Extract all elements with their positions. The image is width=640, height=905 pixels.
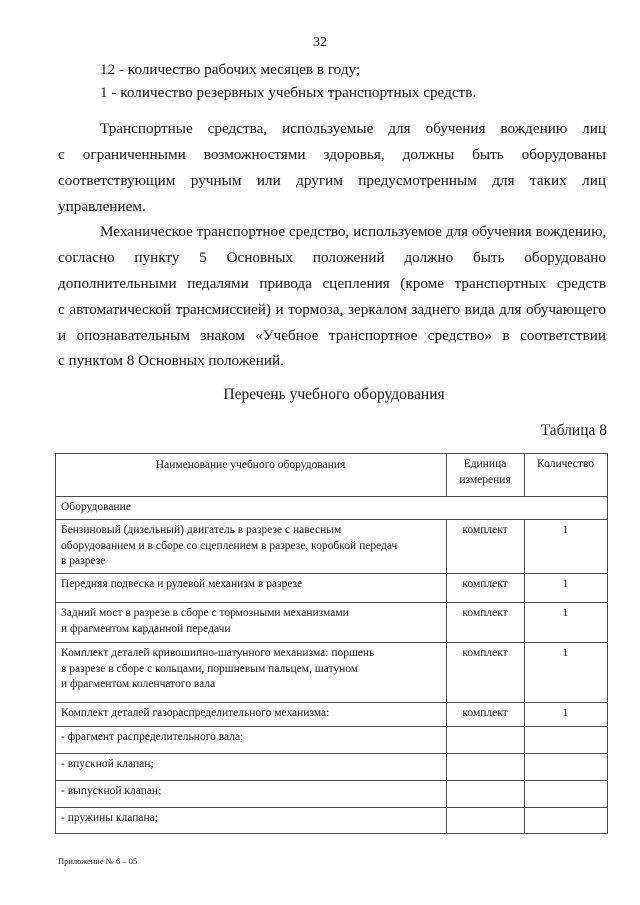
- intro-line-reserve: 1 - количество резервных учебных транспортных средств.: [100, 84, 477, 101]
- row-qty-cell: [525, 754, 608, 781]
- table-row: [56, 808, 608, 834]
- row-name-line: - пружины клапана;: [61, 812, 158, 824]
- row-name-cell: [56, 727, 447, 754]
- paragraph2-line5: и опознавательным знаком «Учебное транспортное средство» в соответствии: [58, 327, 606, 344]
- row-unit-cell: комплект: [447, 603, 525, 643]
- paragraph2-line4: с автоматической трансмиссией) и тормоза, зеркалом заднего вида для обучающего: [58, 301, 606, 318]
- header-name: Наименование учебного оборудования: [56, 454, 447, 497]
- row-qty-cell: 1: [525, 603, 608, 643]
- paragraph2-line6: с пунктом 8 Основных положений.: [58, 352, 284, 369]
- equipment-table: [55, 453, 608, 834]
- row-name-line: и фрагментом коленчатого вала: [61, 678, 216, 690]
- row-unit-cell: [447, 754, 525, 781]
- row-qty-cell: 1: [525, 703, 608, 727]
- table-row: [56, 703, 608, 727]
- header-unit-line2: измерения: [459, 473, 511, 486]
- section-row-label: Оборудование: [56, 497, 608, 520]
- section-title: Перечень учебного оборудования: [223, 386, 445, 403]
- row-name-line: - фрагмент распределительного вала;: [61, 731, 244, 743]
- row-unit-cell: [447, 727, 525, 754]
- row-name-line: в разрезе в сборе с кольцами, поршневым пальцем, шатуном: [61, 662, 359, 675]
- table-row: [56, 754, 608, 781]
- table-row: [56, 520, 608, 574]
- paragraph1-line4: управлением.: [58, 198, 146, 215]
- row-name-line: Задний мост в разрезе в сборе с тормозными механизмами: [61, 607, 349, 619]
- paragraph1-line3: соответствующим ручным или другим предусмотренным для таких лиц: [58, 172, 606, 189]
- row-name-cell: [56, 703, 447, 727]
- intro-line-months: 12 - количество рабочих месяцев в году;: [100, 61, 361, 78]
- row-qty-cell: [525, 727, 608, 754]
- row-unit-cell: комплект: [447, 703, 525, 727]
- row-name-cell: [56, 520, 447, 574]
- row-name-line: Комплект деталей газораспределительного механизма:: [61, 707, 330, 719]
- row-name-cell: [56, 603, 447, 643]
- row-name-cell: [56, 643, 447, 703]
- row-name-cell: [56, 808, 447, 834]
- page-number: 32: [313, 35, 327, 50]
- table-row: [56, 603, 608, 643]
- footer-note: Приложение № 6 – 05: [58, 856, 138, 866]
- row-qty-cell: [525, 808, 608, 834]
- table-row: [56, 643, 608, 703]
- paragraph2-line3: дополнительными педалями привода сцепления (кроме транспортных средств: [58, 275, 606, 292]
- table-row: [56, 727, 608, 754]
- row-name-line: и фрагментом карданной передачи: [61, 622, 231, 635]
- row-name-line: Передняя подвеска и рулевой механизм в разрезе: [61, 578, 303, 590]
- row-name-line: оборудованием и в сборе со сцеплением в разрезе, коробкой передач: [61, 539, 398, 552]
- row-qty-cell: [525, 781, 608, 808]
- paragraph2-line1: Механическое транспортное средство, используемое для обучения вождению,: [100, 223, 607, 240]
- row-unit-cell: [447, 808, 525, 834]
- header-unit-line1: Единица: [463, 458, 507, 470]
- paragraph1-line2: с ограниченными возможностями здоровья, должны быть оборудованы: [58, 146, 606, 163]
- table-label: Таблица 8: [540, 422, 607, 439]
- row-name-line: - выпускной клапан;: [61, 785, 162, 797]
- row-name-line: - впускной клапан;: [61, 758, 154, 770]
- table-row: [56, 781, 608, 808]
- row-qty-cell: 1: [525, 643, 608, 703]
- row-name-cell: [56, 574, 447, 603]
- paragraph2-line2: согласно пункту 5 Основных положений должно быть оборудовано: [58, 249, 606, 266]
- row-qty-cell: 1: [525, 520, 608, 574]
- header-unit: [447, 454, 525, 497]
- row-name-line: Комплект деталей кривошипно-шатунного механизма: поршень: [61, 647, 375, 659]
- row-name-cell: [56, 781, 447, 808]
- row-unit-cell: комплект: [447, 520, 525, 574]
- row-unit-cell: [447, 781, 525, 808]
- row-unit-cell: комплект: [447, 643, 525, 703]
- paragraph1-line1: Транспортные средства, используемые для обучения вождению лиц: [100, 120, 606, 137]
- section-row: [56, 497, 608, 520]
- row-name-cell: [56, 754, 447, 781]
- row-name-line: в разрезе: [61, 555, 106, 567]
- row-qty-cell: 1: [525, 574, 608, 603]
- header-qty: Количество: [525, 454, 608, 497]
- row-unit-cell: комплект: [447, 574, 525, 603]
- table-header-row: [56, 454, 608, 497]
- row-name-line: Бензиновый (дизельный) двигатель в разрезе с навесным: [61, 524, 342, 536]
- table-row: [56, 574, 608, 603]
